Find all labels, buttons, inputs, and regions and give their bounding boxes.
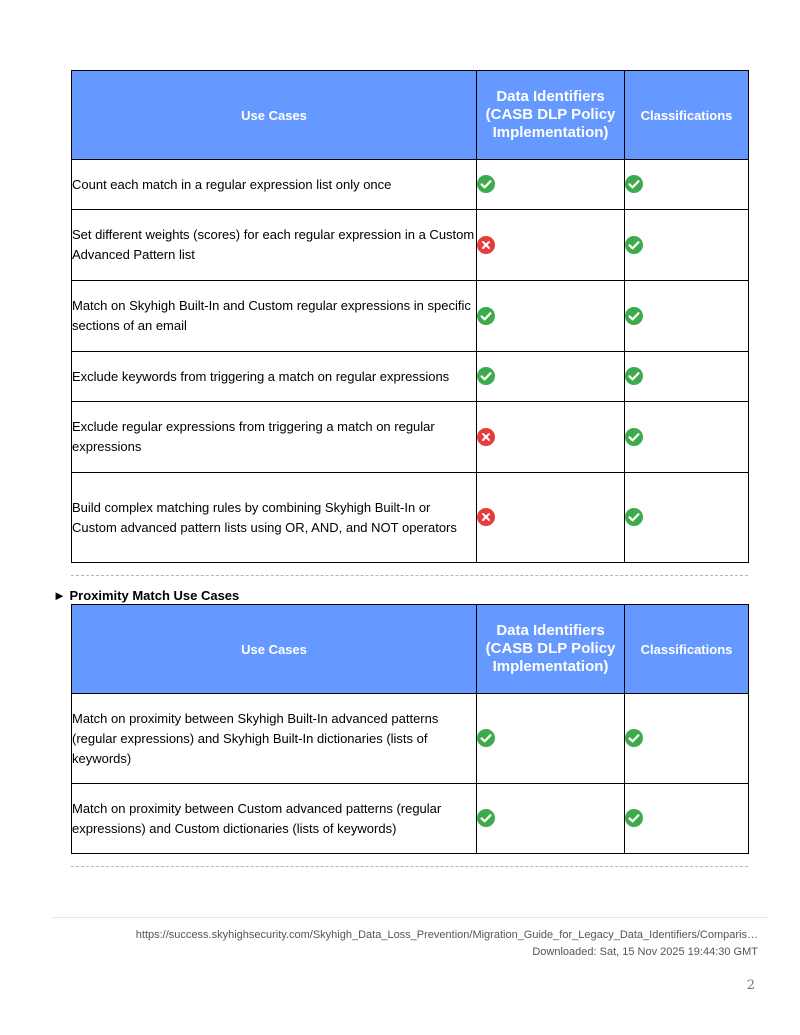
cross-icon [477, 508, 495, 526]
section-divider [71, 575, 748, 576]
check-icon [625, 729, 643, 747]
use-case-text: Count each match in a regular expression list only once [72, 160, 477, 210]
header-data-identifiers: Data Identifiers (CASB DLP Policy Implementation) [477, 71, 625, 160]
check-icon [477, 729, 495, 747]
check-icon [477, 307, 495, 325]
header-use-cases: Use Cases [72, 71, 477, 160]
header-classifications: Classifications [625, 71, 749, 160]
use-cases-table [71, 70, 749, 563]
check-icon [477, 809, 495, 827]
table-row [72, 402, 749, 473]
use-case-text: Build complex matching rules by combining Skyhigh Built-In or Custom advanced pattern lists using OR, AND, and NOT operators [72, 473, 477, 563]
table-row [72, 784, 749, 854]
page-number: 2 [746, 978, 755, 993]
table-row [72, 210, 749, 281]
use-case-text: Match on proximity between Custom advanced patterns (regular expressions) and Custom dictionaries (lists of keywords) [72, 784, 477, 854]
check-icon [477, 367, 495, 385]
use-case-text: Exclude keywords from triggering a match on regular expressions [72, 352, 477, 402]
check-icon [625, 508, 643, 526]
check-icon [625, 367, 643, 385]
table-row [72, 694, 749, 784]
section-divider [71, 866, 748, 867]
footer-divider [52, 917, 768, 918]
check-icon [477, 175, 495, 193]
header-use-cases: Use Cases [72, 605, 477, 694]
header-classifications: Classifications [625, 605, 749, 694]
cross-icon [477, 428, 495, 446]
check-icon [625, 175, 643, 193]
check-icon [625, 809, 643, 827]
cross-icon [477, 236, 495, 254]
check-icon [625, 307, 643, 325]
check-icon [625, 236, 643, 254]
proximity-use-cases-table [71, 604, 749, 854]
header-data-identifiers: Data Identifiers (CASB DLP Policy Implementation) [477, 605, 625, 694]
use-case-text: Set different weights (scores) for each regular expression in a Custom Advanced Pattern list [72, 210, 477, 281]
table-row [72, 160, 749, 210]
table-row [72, 473, 749, 563]
use-case-text: Exclude regular expressions from triggering a match on regular expressions [72, 402, 477, 473]
table-row [72, 281, 749, 352]
check-icon [625, 428, 643, 446]
use-case-text: Match on proximity between Skyhigh Built-In advanced patterns (regular expressions) and Skyhigh Built-In dictionaries (lists of keywords) [72, 694, 477, 784]
download-timestamp: Downloaded: Sat, 15 Nov 2025 19:44:30 GMT [532, 946, 758, 958]
section-title: ► Proximity Match Use Cases [53, 588, 240, 603]
table-row [72, 352, 749, 402]
use-case-text: Match on Skyhigh Built-In and Custom regular expressions in specific sections of an email [72, 281, 477, 352]
source-url-link[interactable]: https://success.skyhighsecurity.com/Skyhigh_Data_Loss_Prevention/Migration_Guide_for_Legacy_Data_Identifiers/Comparis… [135, 929, 758, 941]
